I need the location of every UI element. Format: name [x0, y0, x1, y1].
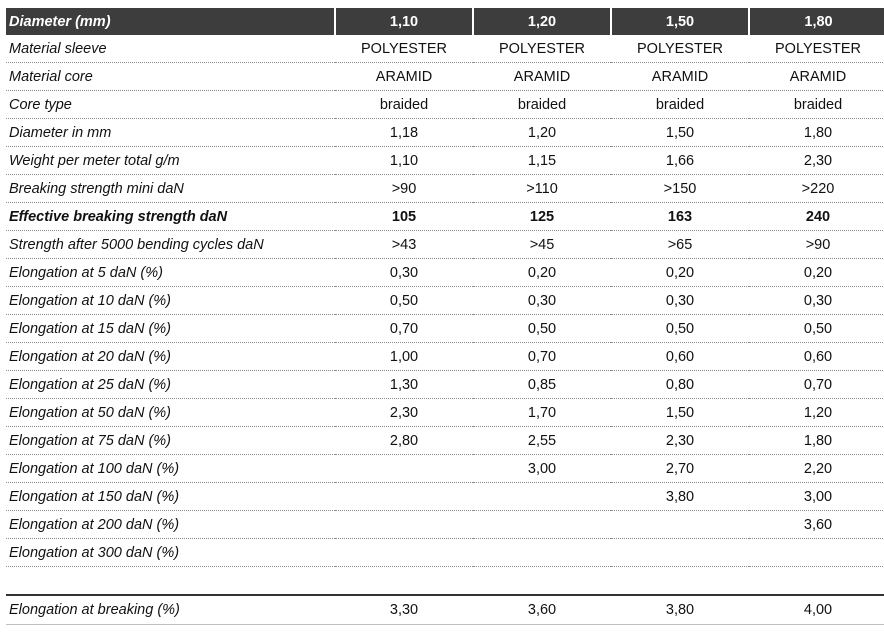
empty-cell — [473, 567, 611, 596]
cell-value: 1,66 — [611, 147, 749, 175]
cell-value: 105 — [335, 203, 473, 231]
empty-cell — [6, 567, 335, 596]
cell-value: 125 — [473, 203, 611, 231]
cell-value: 3,80 — [611, 483, 749, 511]
cell-value: >90 — [335, 175, 473, 203]
cell-value: 0,70 — [335, 315, 473, 343]
cell-value: 1,50 — [611, 399, 749, 427]
cell-value: braided — [473, 91, 611, 119]
header-col: 1,10 — [335, 8, 473, 35]
cell-value: ARAMID — [749, 63, 884, 91]
specifications-table — [6, 8, 884, 625]
cell-value: 3,00 — [749, 483, 884, 511]
cell-value: 4,00 — [749, 595, 884, 625]
cell-value: 240 — [749, 203, 884, 231]
table-row — [6, 175, 884, 203]
cell-value: 0,60 — [611, 343, 749, 371]
row-label: Elongation at 10 daN (%) — [6, 287, 335, 315]
cell-value: 1,80 — [749, 119, 884, 147]
row-label: Breaking strength mini daN — [6, 175, 335, 203]
row-label: Elongation at 50 daN (%) — [6, 399, 335, 427]
cell-value: 1,20 — [473, 119, 611, 147]
cell-value: 0,30 — [335, 259, 473, 287]
cell-value — [749, 539, 884, 567]
row-label: Weight per meter total g/m — [6, 147, 335, 175]
cell-value: 2,80 — [335, 427, 473, 455]
cell-value — [335, 539, 473, 567]
table-row — [6, 343, 884, 371]
cell-value — [335, 455, 473, 483]
cell-value: 0,70 — [473, 343, 611, 371]
cell-value: braided — [335, 91, 473, 119]
row-label: Diameter in mm — [6, 119, 335, 147]
cell-value: 1,00 — [335, 343, 473, 371]
cell-value: braided — [749, 91, 884, 119]
cell-value: 0,30 — [473, 287, 611, 315]
table-row — [6, 119, 884, 147]
cell-value: POLYESTER — [749, 35, 884, 63]
cell-value: 0,70 — [749, 371, 884, 399]
row-label: Elongation at 300 daN (%) — [6, 539, 335, 567]
cell-value: >150 — [611, 175, 749, 203]
cell-value: 0,20 — [473, 259, 611, 287]
cell-value: 1,30 — [335, 371, 473, 399]
header-col: 1,50 — [611, 8, 749, 35]
cell-value — [335, 483, 473, 511]
table-header-row — [6, 8, 884, 35]
table-row — [6, 147, 884, 175]
table-row — [6, 399, 884, 427]
cell-value: 2,70 — [611, 455, 749, 483]
row-label: Elongation at 5 daN (%) — [6, 259, 335, 287]
spec-table-container — [6, 8, 877, 625]
table-row — [6, 287, 884, 315]
cell-value — [611, 539, 749, 567]
row-label: Elongation at 15 daN (%) — [6, 315, 335, 343]
table-row — [6, 595, 884, 625]
cell-value: 0,30 — [749, 287, 884, 315]
cell-value — [473, 483, 611, 511]
header-col: 1,20 — [473, 8, 611, 35]
cell-value: >110 — [473, 175, 611, 203]
cell-value: 1,80 — [749, 427, 884, 455]
cell-value: 0,50 — [473, 315, 611, 343]
cell-value: 2,55 — [473, 427, 611, 455]
cell-value: 3,60 — [473, 595, 611, 625]
cell-value: 0,85 — [473, 371, 611, 399]
row-label: Elongation at breaking (%) — [6, 595, 335, 625]
cell-value: 1,10 — [335, 147, 473, 175]
cell-value: 1,18 — [335, 119, 473, 147]
row-label: Strength after 5000 bending cycles daN — [6, 231, 335, 259]
row-label: Elongation at 100 daN (%) — [6, 455, 335, 483]
table-row — [6, 35, 884, 63]
cell-value: 3,00 — [473, 455, 611, 483]
header-col: 1,80 — [749, 8, 884, 35]
empty-cell — [611, 567, 749, 596]
separator-row — [6, 567, 884, 596]
cell-value: 2,30 — [335, 399, 473, 427]
cell-value: >43 — [335, 231, 473, 259]
cell-value: ARAMID — [335, 63, 473, 91]
row-label: Elongation at 200 daN (%) — [6, 511, 335, 539]
cell-value: 0,80 — [611, 371, 749, 399]
cell-value: 0,20 — [749, 259, 884, 287]
cell-value: ARAMID — [611, 63, 749, 91]
cell-value: >90 — [749, 231, 884, 259]
cell-value — [611, 511, 749, 539]
table-row — [6, 455, 884, 483]
table-row — [6, 203, 884, 231]
cell-value: 0,50 — [749, 315, 884, 343]
cell-value: POLYESTER — [611, 35, 749, 63]
cell-value — [473, 539, 611, 567]
cell-value: >220 — [749, 175, 884, 203]
table-row — [6, 63, 884, 91]
cell-value: POLYESTER — [335, 35, 473, 63]
row-label: Elongation at 75 daN (%) — [6, 427, 335, 455]
cell-value: braided — [611, 91, 749, 119]
cell-value: 3,80 — [611, 595, 749, 625]
table-row — [6, 483, 884, 511]
row-label: Material core — [6, 63, 335, 91]
cell-value: 1,70 — [473, 399, 611, 427]
cell-value: 3,60 — [749, 511, 884, 539]
cell-value: >45 — [473, 231, 611, 259]
table-row — [6, 231, 884, 259]
cell-value — [473, 511, 611, 539]
cell-value: 1,50 — [611, 119, 749, 147]
table-row — [6, 539, 884, 567]
cell-value: 1,15 — [473, 147, 611, 175]
row-label: Elongation at 20 daN (%) — [6, 343, 335, 371]
table-row — [6, 315, 884, 343]
cell-value: POLYESTER — [473, 35, 611, 63]
cell-value: >65 — [611, 231, 749, 259]
row-label: Material sleeve — [6, 35, 335, 63]
cell-value: 2,30 — [749, 147, 884, 175]
cell-value: 0,20 — [611, 259, 749, 287]
empty-cell — [749, 567, 884, 596]
cell-value: 163 — [611, 203, 749, 231]
empty-cell — [335, 567, 473, 596]
cell-value — [335, 511, 473, 539]
table-row — [6, 427, 884, 455]
cell-value: 0,50 — [611, 315, 749, 343]
cell-value: 0,60 — [749, 343, 884, 371]
cell-value: 3,30 — [335, 595, 473, 625]
header-label: Diameter (mm) — [6, 8, 335, 35]
cell-value: 2,20 — [749, 455, 884, 483]
table-row — [6, 371, 884, 399]
cell-value: 2,30 — [611, 427, 749, 455]
cell-value: 1,20 — [749, 399, 884, 427]
table-row — [6, 511, 884, 539]
table-body — [6, 35, 884, 625]
row-label: Effective breaking strength daN — [6, 203, 335, 231]
table-row — [6, 259, 884, 287]
cell-value: ARAMID — [473, 63, 611, 91]
row-label: Core type — [6, 91, 335, 119]
cell-value: 0,50 — [335, 287, 473, 315]
table-row — [6, 91, 884, 119]
cell-value: 0,30 — [611, 287, 749, 315]
row-label: Elongation at 150 daN (%) — [6, 483, 335, 511]
row-label: Elongation at 25 daN (%) — [6, 371, 335, 399]
